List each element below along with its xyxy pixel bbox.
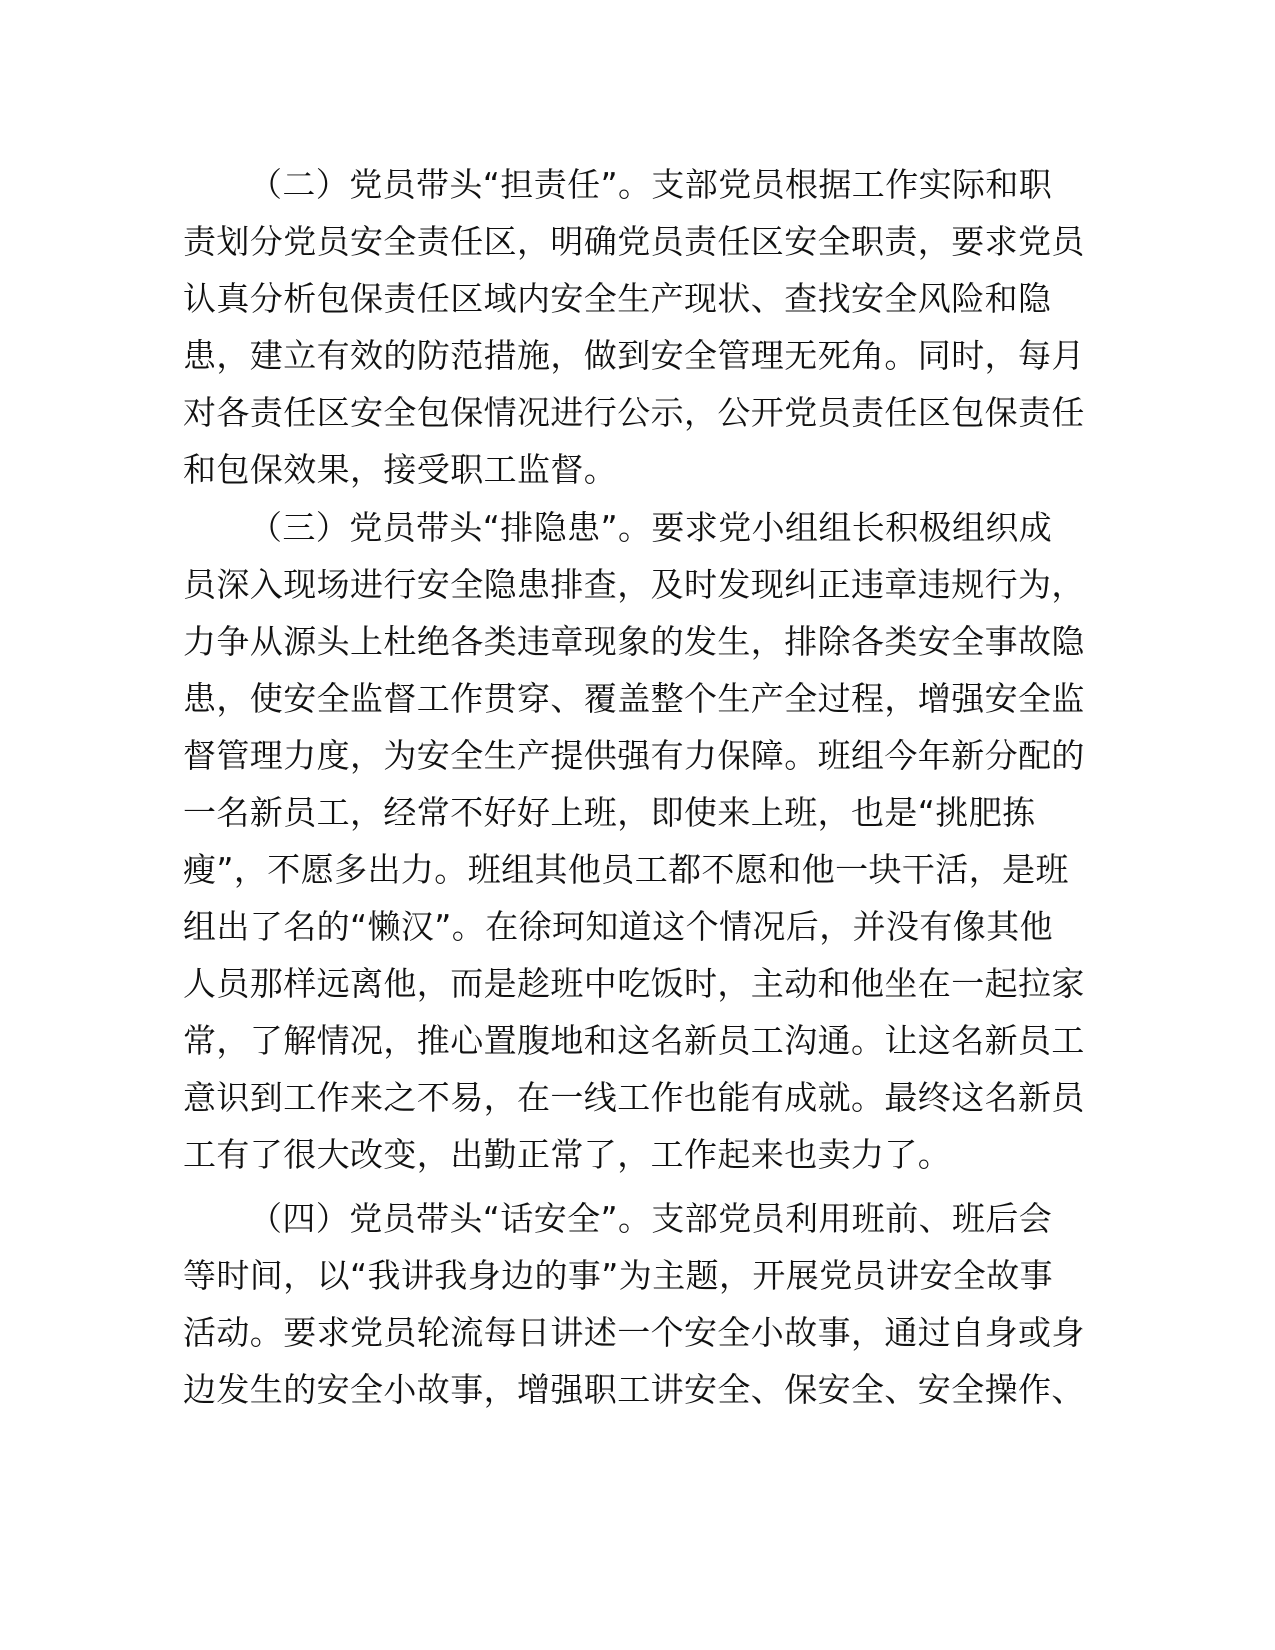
- paragraph-line: 边发生的安全小故事，增强职工讲安全、保安全、安全操作、: [183, 1370, 1085, 1409]
- paragraph-line: 等时间，以“我讲我身边的事”为主题，开展党员讲安全故事: [183, 1256, 1053, 1295]
- paragraph-line: 意识到工作来之不易，在一线工作也能有成就。最终这名新员: [183, 1078, 1085, 1117]
- paragraph-line: 和包保效果，接受职工监督。: [183, 450, 618, 489]
- paragraph-3: [183, 499, 1085, 1183]
- paragraph-line: 力争从源头上杜绝各类违章现象的发生，排除各类安全事故隐: [183, 622, 1085, 661]
- paragraph-line: 人员那样远离他，而是趁班中吃饭时，主动和他坐在一起拉家: [183, 964, 1085, 1003]
- paragraph-2: [183, 156, 1085, 498]
- paragraph-line: （三）党员带头“排隐患”。要求党小组组长积极组织成: [249, 508, 1053, 547]
- paragraph-line: 对各责任区安全包保情况进行公示，公开党员责任区包保责任: [183, 393, 1085, 432]
- paragraph-line: 组出了名的“懒汉”。在徐珂知道这个情况后，并没有像其他: [183, 907, 1053, 946]
- paragraph-line: 活动。要求党员轮流每日讲述一个安全小故事，通过自身或身: [183, 1313, 1085, 1352]
- paragraph-line: 工有了很大改变，出勤正常了，工作起来也卖力了。: [183, 1135, 952, 1174]
- paragraph-line: 患，建立有效的防范措施，做到安全管理无死角。同时，每月: [183, 336, 1085, 375]
- paragraph-line: 一名新员工，经常不好好上班，即使来上班，也是“挑肥拣: [183, 793, 1036, 832]
- paragraph-line: 瘦”，不愿多出力。班组其他员工都不愿和他一块干活，是班: [183, 850, 1069, 889]
- paragraph-line: 常，了解情况，推心置腹地和这名新员工沟通。让这名新员工: [183, 1021, 1085, 1060]
- paragraph-4: [183, 1190, 1085, 1418]
- paragraph-line: 员深入现场进行安全隐患排查，及时发现纠正违章违规行为，: [183, 565, 1085, 604]
- paragraph-line: （二）党员带头“担责任”。支部党员根据工作实际和职: [249, 165, 1053, 204]
- paragraph-line: 督管理力度，为安全生产提供强有力保障。班组今年新分配的: [183, 736, 1085, 775]
- paragraph-line: 认真分析包保责任区域内安全生产现状、查找安全风险和隐: [183, 279, 1052, 318]
- paragraph-line: 患，使安全监督工作贯穿、覆盖整个生产全过程，增强安全监: [183, 679, 1085, 718]
- paragraph-line: 责划分党员安全责任区，明确党员责任区安全职责，要求党员: [183, 222, 1085, 261]
- paragraph-line: （四）党员带头“话安全”。支部党员利用班前、班后会: [249, 1199, 1053, 1238]
